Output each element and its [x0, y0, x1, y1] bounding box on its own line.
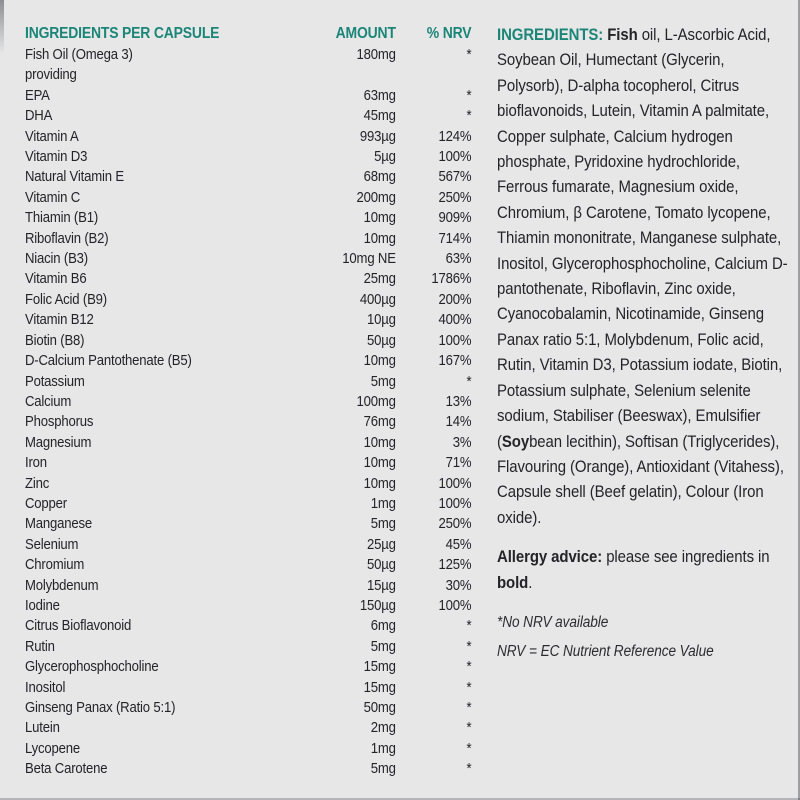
row-amount: 5µg	[374, 149, 396, 166]
row-ingredient-name: Vitamin D3	[25, 149, 88, 166]
row-amount: 10mg	[363, 455, 396, 472]
row-ingredient-name: Riboflavin (B2)	[25, 230, 109, 247]
row-ingredient-name: Magnesium	[25, 434, 92, 451]
row-nrv: *	[466, 47, 472, 63]
row-ingredient-name: Beta Carotene	[25, 761, 108, 778]
row-ingredient-name: Chromium	[25, 557, 85, 574]
row-nrv: 125%	[438, 557, 472, 574]
header-amount: AMOUNT	[335, 25, 396, 42]
row-nrv: 14%	[445, 414, 472, 431]
row-nrv: 250%	[438, 516, 472, 533]
row-ingredient-name: Potassium	[25, 373, 85, 390]
row-nrv: 250%	[438, 189, 472, 206]
header-percent-nrv: % NRV	[426, 25, 472, 42]
table-row	[25, 351, 471, 371]
row-ingredient-name: Molybdenum	[25, 577, 99, 594]
row-amount: 1mg	[370, 740, 396, 757]
row-nrv: 100%	[438, 149, 472, 166]
row-amount: 10mg	[363, 434, 396, 451]
text-segment-bold: Fish	[607, 25, 638, 44]
row-nrv: *	[466, 638, 472, 655]
row-nrv: *	[466, 740, 472, 757]
row-ingredient-name: Phosphorus	[25, 414, 94, 431]
row-amount: 5mg	[370, 516, 396, 533]
row-nrv: 71%	[445, 455, 472, 472]
row-nrv: 1786%	[431, 271, 472, 288]
table-header-row	[25, 22, 471, 45]
row-ingredient-name: Folic Acid (B9)	[25, 291, 107, 308]
table-row	[25, 494, 471, 514]
row-ingredient-name: Natural Vitamin E	[25, 169, 124, 186]
table-row	[25, 637, 471, 657]
table-row	[25, 453, 471, 473]
row-amount: 10mg	[363, 353, 396, 370]
table-row	[25, 739, 471, 759]
allergy-advice	[497, 544, 794, 595]
row-amount: 10mg NE	[342, 251, 396, 268]
table-row	[25, 698, 471, 718]
table-row	[25, 555, 471, 575]
row-amount: 50µg	[367, 332, 396, 349]
row-amount: 5mg	[370, 761, 396, 778]
nutrition-table	[25, 22, 471, 780]
row-ingredient-name: Inositol	[25, 679, 66, 696]
row-nrv: 30%	[445, 577, 472, 594]
row-ingredient-name: Calcium	[25, 393, 72, 410]
row-ingredient-name: Lycopene	[25, 740, 81, 757]
row-nrv: 909%	[438, 210, 472, 227]
row-amount: 200mg	[356, 189, 396, 206]
table-row	[25, 514, 471, 534]
row-nrv: *	[466, 679, 472, 696]
row-ingredient-name: Thiamin (B1)	[25, 210, 99, 227]
row-amount: 63mg	[363, 87, 396, 104]
row-ingredient-name: Biotin (B8)	[25, 332, 85, 349]
table-row	[25, 759, 471, 779]
row-amount: 45mg	[363, 108, 396, 125]
row-nrv	[396, 65, 472, 85]
table-row	[25, 45, 471, 65]
row-nrv: *	[466, 618, 472, 635]
row-nrv: 124%	[438, 128, 472, 145]
row-amount: 100mg	[356, 393, 396, 410]
text-segment-bold: Allergy advice:	[497, 547, 607, 567]
table-row	[25, 147, 471, 167]
row-nrv: *	[466, 720, 472, 737]
row-nrv: 100%	[438, 597, 472, 614]
text-segment-label: INGREDIENTS:	[497, 25, 608, 44]
row-amount: 150µg	[359, 597, 396, 614]
row-ingredient-name: DHA	[25, 108, 53, 125]
row-nrv: 63%	[445, 251, 472, 268]
row-amount: 1mg	[370, 495, 396, 512]
table-row	[25, 229, 471, 249]
row-ingredient-name: Glycerophosphocholine	[25, 659, 159, 676]
table-row	[25, 372, 471, 392]
table-row	[25, 535, 471, 555]
row-ingredient-name: providing	[25, 67, 77, 84]
row-ingredient-name: D-Calcium Pantothenate (B5)	[25, 353, 192, 370]
scan-edge-left	[0, 0, 4, 54]
row-amount: 6mg	[370, 618, 396, 635]
table-row	[25, 127, 471, 147]
row-ingredient-name: Iron	[25, 455, 47, 472]
table-row	[25, 269, 471, 289]
row-amount: 15mg	[363, 679, 396, 696]
row-amount	[297, 65, 396, 85]
row-amount: 76mg	[363, 414, 396, 431]
table-row	[25, 576, 471, 596]
row-amount: 2mg	[370, 720, 396, 737]
row-amount: 993µg	[359, 128, 396, 145]
row-amount: 400µg	[359, 291, 396, 308]
row-ingredient-name: Copper	[25, 495, 68, 512]
row-ingredient-name: Iodine	[25, 597, 60, 614]
table-row	[25, 678, 471, 698]
row-ingredient-name: Niacin (B3)	[25, 251, 88, 268]
row-amount: 10µg	[367, 312, 396, 329]
table-row	[25, 474, 471, 494]
row-ingredient-name: Rutin	[25, 638, 55, 655]
row-nrv: 100%	[438, 332, 472, 349]
row-ingredient-name: Zinc	[25, 475, 50, 492]
table-row	[25, 310, 471, 330]
row-nrv: 567%	[438, 169, 472, 186]
row-amount: 10mg	[363, 475, 396, 492]
row-ingredient-name: Citrus Bioflavonoid	[25, 618, 132, 635]
row-amount: 25mg	[363, 271, 396, 288]
row-ingredient-name: EPA	[25, 87, 50, 104]
header-ingredients-per-capsule: INGREDIENTS PER CAPSULE	[25, 25, 220, 42]
text-segment-bold: Soy	[501, 431, 530, 451]
row-nrv: *	[466, 659, 472, 676]
row-nrv: 714%	[438, 230, 472, 247]
row-amount: 15mg	[363, 659, 396, 676]
text-segment-normal: bean lecithin), Softisan (Triglycerides), Flavouring (Orange), Antioxidant (Vitahess), Capsule shell (Beef gelatin), Colour (Iron oxide).	[497, 431, 784, 527]
table-row	[25, 290, 471, 310]
table-row	[25, 412, 471, 432]
row-nrv: 167%	[438, 353, 472, 370]
row-nrv: 100%	[438, 475, 472, 492]
row-nrv: *	[466, 108, 472, 125]
row-amount: 68mg	[363, 169, 396, 186]
footnote-nrv-definition: NRV = EC Nutrient Reference Value	[497, 642, 714, 660]
row-ingredient-name: Vitamin B6	[25, 271, 87, 288]
table-body	[25, 45, 471, 780]
table-row	[25, 657, 471, 677]
table-row	[25, 208, 471, 228]
row-amount: 15µg	[367, 577, 396, 594]
row-nrv: *	[466, 761, 472, 778]
footnote-no-nrv: *No NRV available	[497, 613, 609, 631]
table-row	[25, 331, 471, 351]
row-ingredient-name: Selenium	[25, 536, 79, 553]
row-nrv: 3%	[452, 434, 472, 451]
table-row	[25, 65, 471, 85]
row-ingredient-name: Fish Oil (Omega 3)	[25, 47, 133, 63]
row-ingredient-name: Vitamin A	[25, 128, 79, 145]
row-nrv: 200%	[438, 291, 472, 308]
row-amount: 25µg	[367, 536, 396, 553]
row-amount: 50mg	[363, 700, 396, 716]
row-nrv: 45%	[445, 536, 472, 553]
row-ingredient-name: Manganese	[25, 516, 93, 533]
table-row	[25, 718, 471, 738]
row-nrv: 400%	[438, 312, 472, 329]
table-row	[25, 167, 471, 187]
table-row	[25, 249, 471, 269]
row-amount: 180mg	[356, 47, 396, 63]
row-nrv: *	[466, 373, 472, 390]
row-nrv: *	[466, 700, 472, 716]
ingredients-column	[497, 22, 794, 666]
row-amount: 50µg	[367, 557, 396, 574]
row-nrv: 13%	[445, 393, 472, 410]
row-amount: 10mg	[363, 230, 396, 247]
row-ingredient-name: Ginseng Panax (Ratio 5:1)	[25, 700, 176, 716]
table-row	[25, 188, 471, 208]
table-row	[25, 392, 471, 412]
text-segment-normal: oil, L-Ascorbic Acid, Soybean Oil, Humectant (Glycerin, Polysorb), D-alpha tocopherol, Citrus bioflavonoids, Lutein, Vitamin A palmitate, Copper sulphate, Calcium hydrogen phosphate, Pyridoxine hydrochloride, Ferrous fumarate, Magnesium oxide, Chromium, β Carotene, Tomato lycopene, Thiamin mononitrate, Manganese sulphate, Inositol, Glycerophosphocholine, Calcium D- pantothenate, Riboflavin, Zinc oxide, Cyanocobalamin, Nicotinamide, Ginseng Panax ratio 5:1, Molybdenum, Folic acid, Rutin, Vitamin D3, Potassium iodate, Biotin, Potassium sulphate, Selenium selenite sodium, Stabiliser (Beeswax), Emulsifier (	[497, 25, 788, 451]
table-row	[25, 86, 471, 106]
row-nrv: 100%	[438, 495, 472, 512]
text-segment-normal: .	[528, 572, 533, 592]
table-row	[25, 596, 471, 616]
row-amount: 5mg	[370, 638, 396, 655]
row-nrv: *	[466, 87, 472, 104]
row-amount: 5mg	[370, 373, 396, 390]
table-row	[25, 106, 471, 126]
table-row	[25, 616, 471, 636]
row-ingredient-name: Vitamin C	[25, 189, 81, 206]
text-segment-bold: bold	[497, 572, 529, 592]
row-amount: 10mg	[363, 210, 396, 227]
text-segment-normal: please see ingredients in	[606, 547, 770, 567]
row-ingredient-name: Vitamin B12	[25, 312, 94, 329]
ingredients-paragraph	[497, 22, 794, 530]
table-row	[25, 433, 471, 453]
row-ingredient-name: Lutein	[25, 720, 60, 737]
